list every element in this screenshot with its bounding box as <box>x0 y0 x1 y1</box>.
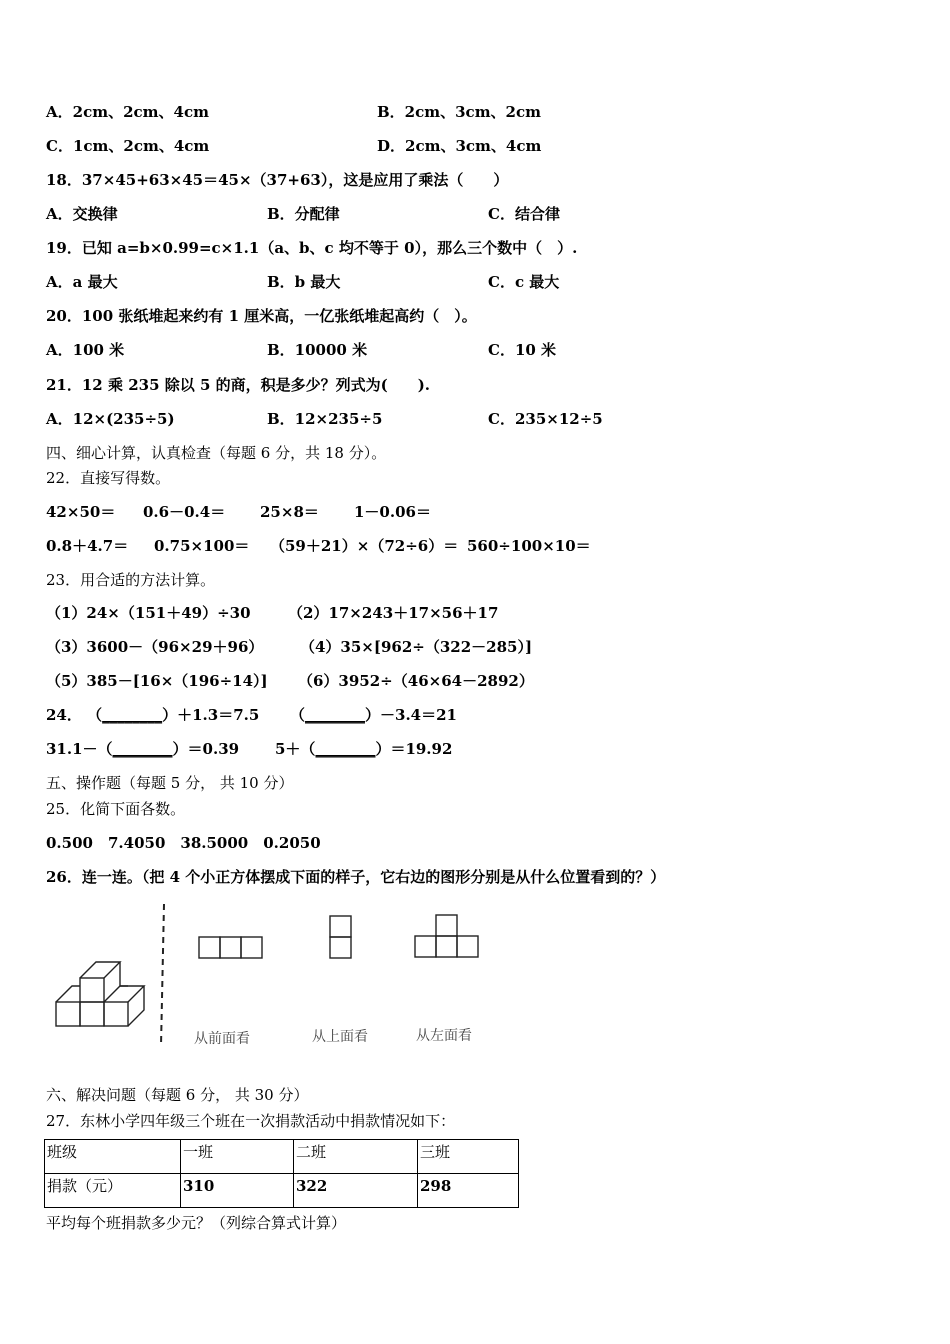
q19-stem: 19．已知 a=b×0.99=c×1.1（a、b、c 均不等于 0），那么三个数中（ ）. <box>46 239 578 257</box>
q17-option-c: C．1cm、2cm、4cm <box>46 137 210 155</box>
q24-part3-blank[interactable]: ________ <box>112 740 173 758</box>
q21-option-b: B．12×235÷5 <box>267 410 383 428</box>
q24-part2-rest: ）－3.4＝21 <box>365 706 457 724</box>
q24-line-1 <box>46 705 259 725</box>
table-header-class: 班级 <box>45 1140 181 1174</box>
table-header-class2: 二班 <box>294 1140 418 1174</box>
q18-option-b: B．分配律 <box>267 205 340 223</box>
q19-option-b: B．b 最大 <box>267 273 341 291</box>
q24-part4-rest: ）＝19.92 <box>375 740 453 758</box>
q22-item-7: （59＋21）×（72÷6）＝ <box>270 537 459 555</box>
q23-item-2: （2）17×243＋17×56＋17 <box>288 604 499 622</box>
label-left-view: 从左面看 <box>416 1028 472 1044</box>
q21-option-a: A．12×(235÷5) <box>46 410 175 428</box>
q27-question: 平均每个班捐款多少元？（列综合算式计算） <box>46 1214 347 1232</box>
q22-item-6: 0.75×100＝ <box>154 537 250 555</box>
q20-option-c: C．10 米 <box>488 341 557 359</box>
q23-item-3: （3）3600－（96×29＋96） <box>46 638 264 656</box>
q24-part1-blank[interactable]: ________ <box>102 706 163 724</box>
q24-part1-open: （ <box>87 706 103 724</box>
section4-title: 四、细心计算，认真检查（每题 6 分，共 18 分）。 <box>46 444 387 462</box>
q25-stem: 25．化简下面各数。 <box>46 800 186 818</box>
q24-part4-blank[interactable]: ________ <box>315 740 376 758</box>
q18-option-a: A．交换律 <box>46 205 118 223</box>
q22-item-4: 1－0.06＝ <box>354 503 431 521</box>
q22-item-2: 0.6－0.4＝ <box>143 503 226 521</box>
q17-option-d: D．2cm、3cm、4cm <box>377 137 542 155</box>
q23-item-4: （4）35×[962÷（322－285）] <box>300 638 533 656</box>
q24-line-2 <box>46 739 239 759</box>
q18-option-c: C．结合律 <box>488 205 560 223</box>
q23-item-1: （1）24×（151＋49）÷30 <box>46 604 251 622</box>
q24-part3-open: 31.1－（ <box>46 740 113 758</box>
q22-item-8: 560÷100×10＝ <box>467 537 591 555</box>
divider-dashed-line <box>161 904 164 1046</box>
q21-stem: 21．12 乘 235 除以 5 的商，积是多少？列式为( ). <box>46 376 431 394</box>
table-header-class3: 三班 <box>418 1140 519 1174</box>
table-cell-class3: 298 <box>418 1174 519 1208</box>
q20-option-b: B．10000 米 <box>267 341 368 359</box>
q22-item-5: 0.8＋4.7＝ <box>46 537 129 555</box>
section5-title: 五、操作题（每题 5 分， 共 10 分） <box>46 774 294 792</box>
donation-table <box>44 1139 519 1208</box>
table-row <box>45 1174 519 1208</box>
q23-stem: 23．用合适的方法计算。 <box>46 571 216 589</box>
q22-item-3: 25×8＝ <box>260 503 319 521</box>
q19-option-a: A．a 最大 <box>46 273 118 291</box>
q19-option-c: C．c 最大 <box>488 273 560 291</box>
q24-number: 24． <box>46 706 82 724</box>
q24-part3-rest: ）＝0.39 <box>172 740 240 758</box>
q22-stem: 22．直接写得数。 <box>46 469 171 487</box>
label-top-view: 从上面看 <box>312 1029 368 1045</box>
q20-stem: 20．100 张纸堆起来约有 1 厘米高，一亿张纸堆起高约（ ）。 <box>46 307 477 325</box>
q26-stem: 26．连一连。（把 4 个小正方体摆成下面的样子，它右边的图形分别是从什么位置看到的？） <box>46 868 666 886</box>
table-row <box>45 1140 519 1174</box>
label-front-view: 从前面看 <box>194 1031 250 1047</box>
q24-line-1b <box>290 705 457 725</box>
q27-stem: 27．东林小学四年级三个班在一次捐款活动中捐款情况如下： <box>46 1112 456 1130</box>
left-view-shape <box>415 915 478 957</box>
table-cell-class2: 322 <box>294 1174 418 1208</box>
table-header-class1: 一班 <box>181 1140 294 1174</box>
front-view-shape <box>199 937 262 958</box>
q21-option-c: C．235×12÷5 <box>488 410 603 428</box>
q24-part2-open: （ <box>290 706 306 724</box>
q23-item-6: （6）3952÷（46×64－2892） <box>298 672 534 690</box>
table-cell-class1: 310 <box>181 1174 294 1208</box>
q17-option-a: A．2cm、2cm、4cm <box>46 103 209 121</box>
q17-option-b: B．2cm、3cm、2cm <box>377 103 542 121</box>
q25-numbers: 0.500 7.4050 38.5000 0.2050 <box>46 834 321 852</box>
q24-part2-blank[interactable]: ________ <box>305 706 366 724</box>
table-row-label: 捐款（元） <box>45 1174 181 1208</box>
q24-line-2b <box>275 739 452 759</box>
q20-option-a: A．100 米 <box>46 341 125 359</box>
q24-part1-rest: ）＋1.3＝7.5 <box>162 706 260 724</box>
q23-item-5: （5）385－[16×（196÷14）] <box>46 672 268 690</box>
q24-part4-open: 5＋（ <box>275 740 316 758</box>
section6-title: 六、解决问题（每题 6 分， 共 30 分） <box>46 1086 309 1104</box>
q22-item-1: 42×50＝ <box>46 503 116 521</box>
top-view-shape <box>330 916 351 958</box>
q18-stem: 18．37×45+63×45＝45×（37+63），这是应用了乘法（ ） <box>46 171 509 189</box>
cube-stack-drawing <box>56 962 144 1026</box>
q26-figure <box>40 898 510 1058</box>
